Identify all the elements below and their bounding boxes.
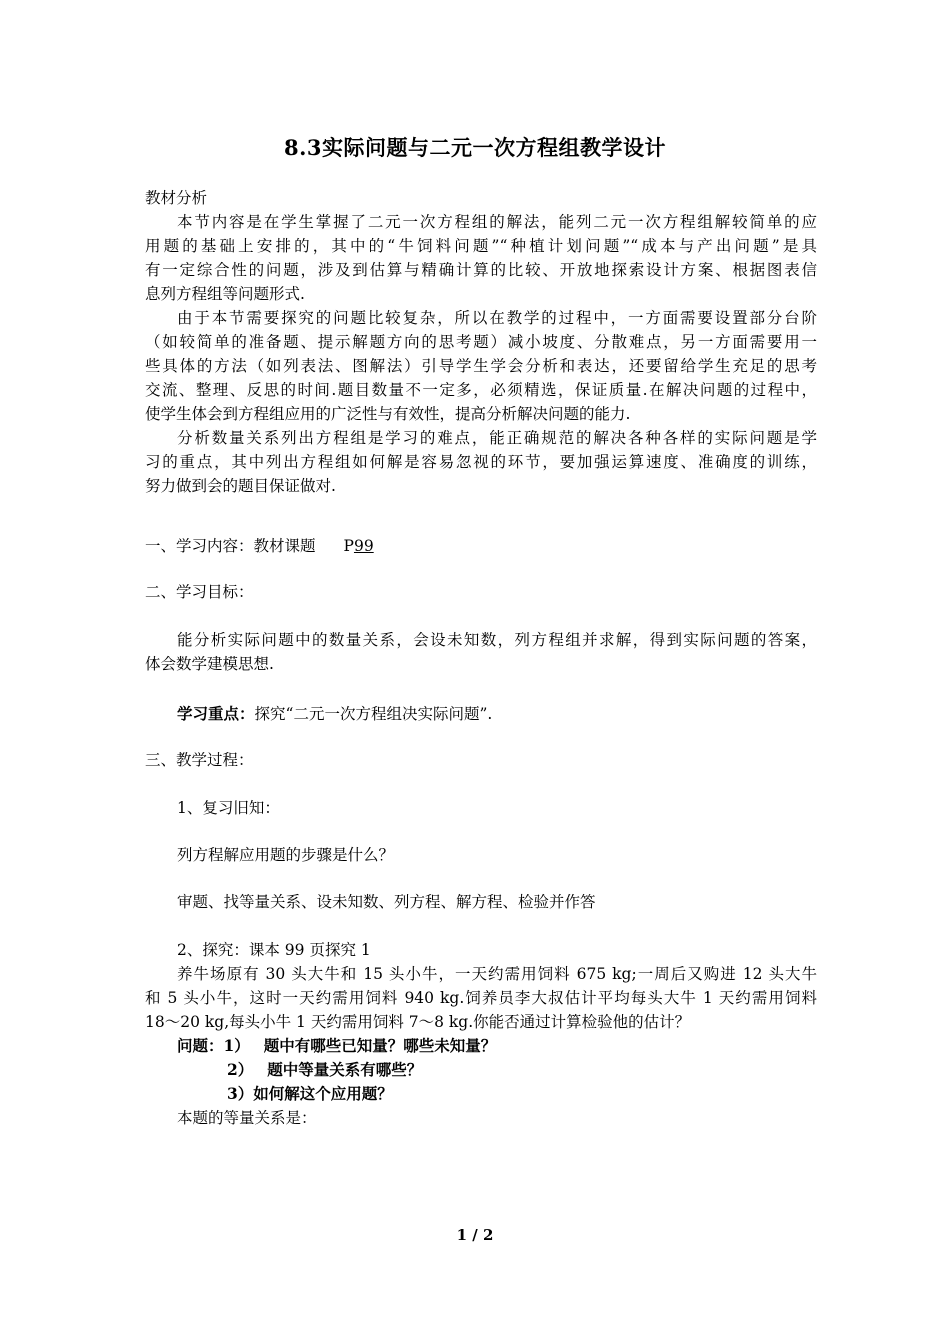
problem-line: 18～20 kg,每头小牛 1 天约需用饲料 7～8 kg.你能否通过计算检验他的估计？ [145, 1013, 691, 1031]
paragraph-line: 些具体的方法（如列表法、图解法）引导学生学会分析和表达，还要留给学生充足的思考 [145, 357, 817, 375]
paragraph-line: 用题的基础上安排的，其中的“牛饲料问题”“种植计划问题”“成本与产出问题”是具 [145, 237, 817, 255]
question-2-number: 2） [227, 1060, 254, 1079]
section-teaching-process [145, 748, 817, 772]
section-learning-goals [145, 580, 817, 604]
document-title: 8.3实际问题与二元一次方程组教学设计 [283, 135, 667, 160]
section2-label: 二、学习目标： [145, 583, 254, 601]
explore-block [145, 938, 817, 1130]
problem-line: 养牛场原有 30 头大牛和 15 头小牛，一天约需用饲料 675 kg;一周后又购进 12 头大牛 [177, 965, 817, 983]
paragraph-line: 有一定综合性的问题，涉及到估算与精确计算的比较、开放地探索设计方案、根据图表信 [145, 261, 817, 279]
paragraph-line: 使学生体会到方程组应用的广泛性与有效性，提高分析解决问题的能力. [145, 405, 631, 423]
review-answer [145, 890, 817, 914]
problem-line: 和 5 头小牛，这时一天约需用饲料 940 kg.饲养员李大叔估计平均每头大牛 1 天约需用饲料 [145, 989, 817, 1007]
paragraph-line: 息列方程组等问题形式. [145, 285, 305, 303]
review-label: 1、复习旧知： [177, 799, 280, 817]
analysis-heading: 教材分析 [145, 189, 208, 207]
paragraph-line: 分析数量关系列出方程组是学习的难点，能正确规范的解决各种各样的实际问题是学 [177, 429, 817, 447]
paragraph-line: 体会数学建模思想. [145, 655, 274, 673]
learning-focus [145, 702, 817, 726]
question-text: 列方程解应用题的步骤是什么？ [177, 846, 395, 864]
explore-label: 2、探究：课本 99 页探究 1 [177, 941, 371, 959]
textbook-analysis [145, 186, 817, 498]
page-number: 99 [353, 537, 374, 555]
paragraph-line: 努力做到会的题目保证做对. [145, 477, 336, 495]
question-2: 题中等量关系有哪些？ [267, 1060, 423, 1079]
paragraph-line: 交流、整理、反思的时间.题目数量不一定多，必须精选，保证质量.在解决问题的过程中， [145, 381, 817, 399]
equal-relation-label: 本题的等量关系是： [177, 1109, 317, 1127]
section1-label: 一、学习内容：教材课题 [145, 537, 316, 555]
paragraph-line: 由于本节需要探究的问题比较复杂，所以在教学的过程中，一方面需要设置部分台阶 [177, 309, 817, 327]
review-heading [145, 796, 817, 820]
question-1: 题中有哪些已知量？哪些未知量？ [263, 1036, 497, 1055]
question-3: 3）如何解这个应用题？ [227, 1084, 393, 1103]
answer-text: 审题、找等量关系、设未知数、列方程、解方程、检验并作答 [177, 893, 596, 911]
paragraph-line: （如较简单的准备题、提示解题方向的思考题）减小坡度、分散难点，另一方面需要用一 [145, 333, 817, 351]
page-footer: 1 / 2 [456, 1226, 494, 1244]
focus-label: 学习重点： [177, 704, 255, 723]
paragraph-line: 本节内容是在学生掌握了二元一次方程组的解法，能列二元一次方程组解较简单的应 [177, 213, 817, 231]
focus-text: 探究“二元一次方程组决实际问题”. [254, 705, 493, 723]
paragraph-line: 能分析实际问题中的数量关系，会设未知数，列方程组并求解，得到实际问题的答案， [177, 631, 817, 649]
page-prefix: P [343, 537, 354, 555]
paragraph-line: 习的重点，其中列出方程组如何解是容易忽视的环节，要加强运算速度、准确度的训练， [145, 453, 817, 471]
learning-goal-text [145, 628, 817, 676]
questions-label: 问题：1） [177, 1036, 250, 1055]
section3-label: 三、教学过程： [145, 751, 254, 769]
review-question [145, 843, 817, 867]
section-learning-content [145, 534, 817, 558]
